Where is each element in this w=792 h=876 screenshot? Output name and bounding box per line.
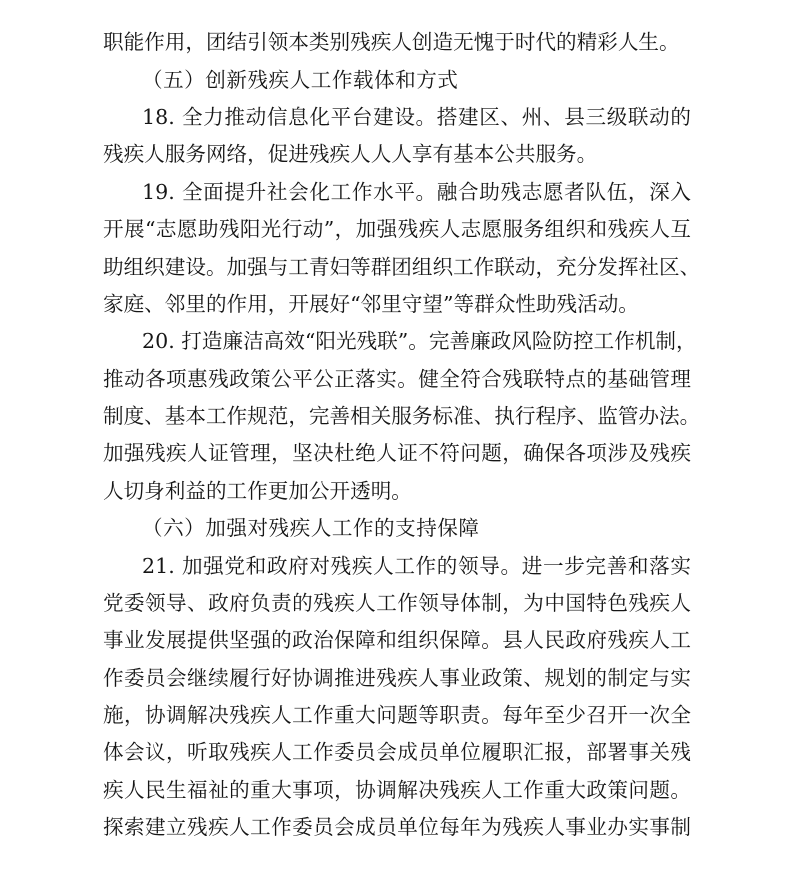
text-line: 制度、基本工作规范，完善相关服务标准、执行程序、监管办法。 [103, 404, 701, 428]
text-line: 加强残疾人证管理，坚决杜绝人证不符问题，确保各项涉及残疾 [103, 441, 691, 465]
text-line: 残疾人服务网络，促进残疾人人人享有基本公共服务。 [103, 142, 598, 166]
text-line: 人切身利益的工作更加公开透明。 [103, 479, 412, 503]
section-heading-5: （五）创新残疾人工作载体和方式 [142, 68, 459, 92]
text-line: 20. 打造廉洁高效“阳光残联”。完善廉政风险防控工作机制， [142, 329, 697, 353]
text-line: 施，协调解决残疾人工作重大问题等职责。每年至少召开一次全 [103, 703, 691, 727]
text-line: 助组织建设。加强与工青妇等群团组织工作联动，充分发挥社区、 [103, 255, 701, 279]
text-line: 事业发展提供坚强的政治保障和组织保障。县人民政府残疾人工 [103, 628, 691, 652]
text-line: 探索建立残疾人工作委员会成员单位每年为残疾人事业办实事制 [103, 815, 691, 839]
text-line: 家庭、邻里的作用，开展好“邻里守望”等群众性助残活动。 [103, 292, 639, 316]
text-line: 18. 全力推动信息化平台建设。搭建区、州、县三级联动的 [142, 105, 691, 129]
text-line: 作委员会继续履行好协调推进残疾人事业政策、规划的制定与实 [103, 666, 691, 690]
text-line: 开展“志愿助残阳光行动”，加强残疾人志愿服务组织和残疾人互 [103, 217, 691, 241]
section-heading-6: （六）加强对残疾人工作的支持保障 [142, 516, 480, 540]
text-line: 职能作用，团结引领本类别残疾人创造无愧于时代的精彩人生。 [103, 30, 680, 54]
text-line: 19. 全面提升社会化工作水平。融合助残志愿者队伍，深入 [142, 180, 691, 204]
text-line: 体会议，听取残疾人工作委员会成员单位履职汇报，部署事关残 [103, 740, 691, 764]
text-line: 21. 加强党和政府对残疾人工作的领导。进一步完善和落实 [142, 554, 691, 578]
text-line: 党委领导、政府负责的残疾人工作领导体制，为中国特色残疾人 [103, 591, 691, 615]
text-line: 疾人民生福祉的重大事项，协调解决残疾人工作重大政策问题。 [103, 778, 691, 802]
text-line: 推动各项惠残政策公平公正落实。健全符合残联特点的基础管理 [103, 367, 691, 391]
